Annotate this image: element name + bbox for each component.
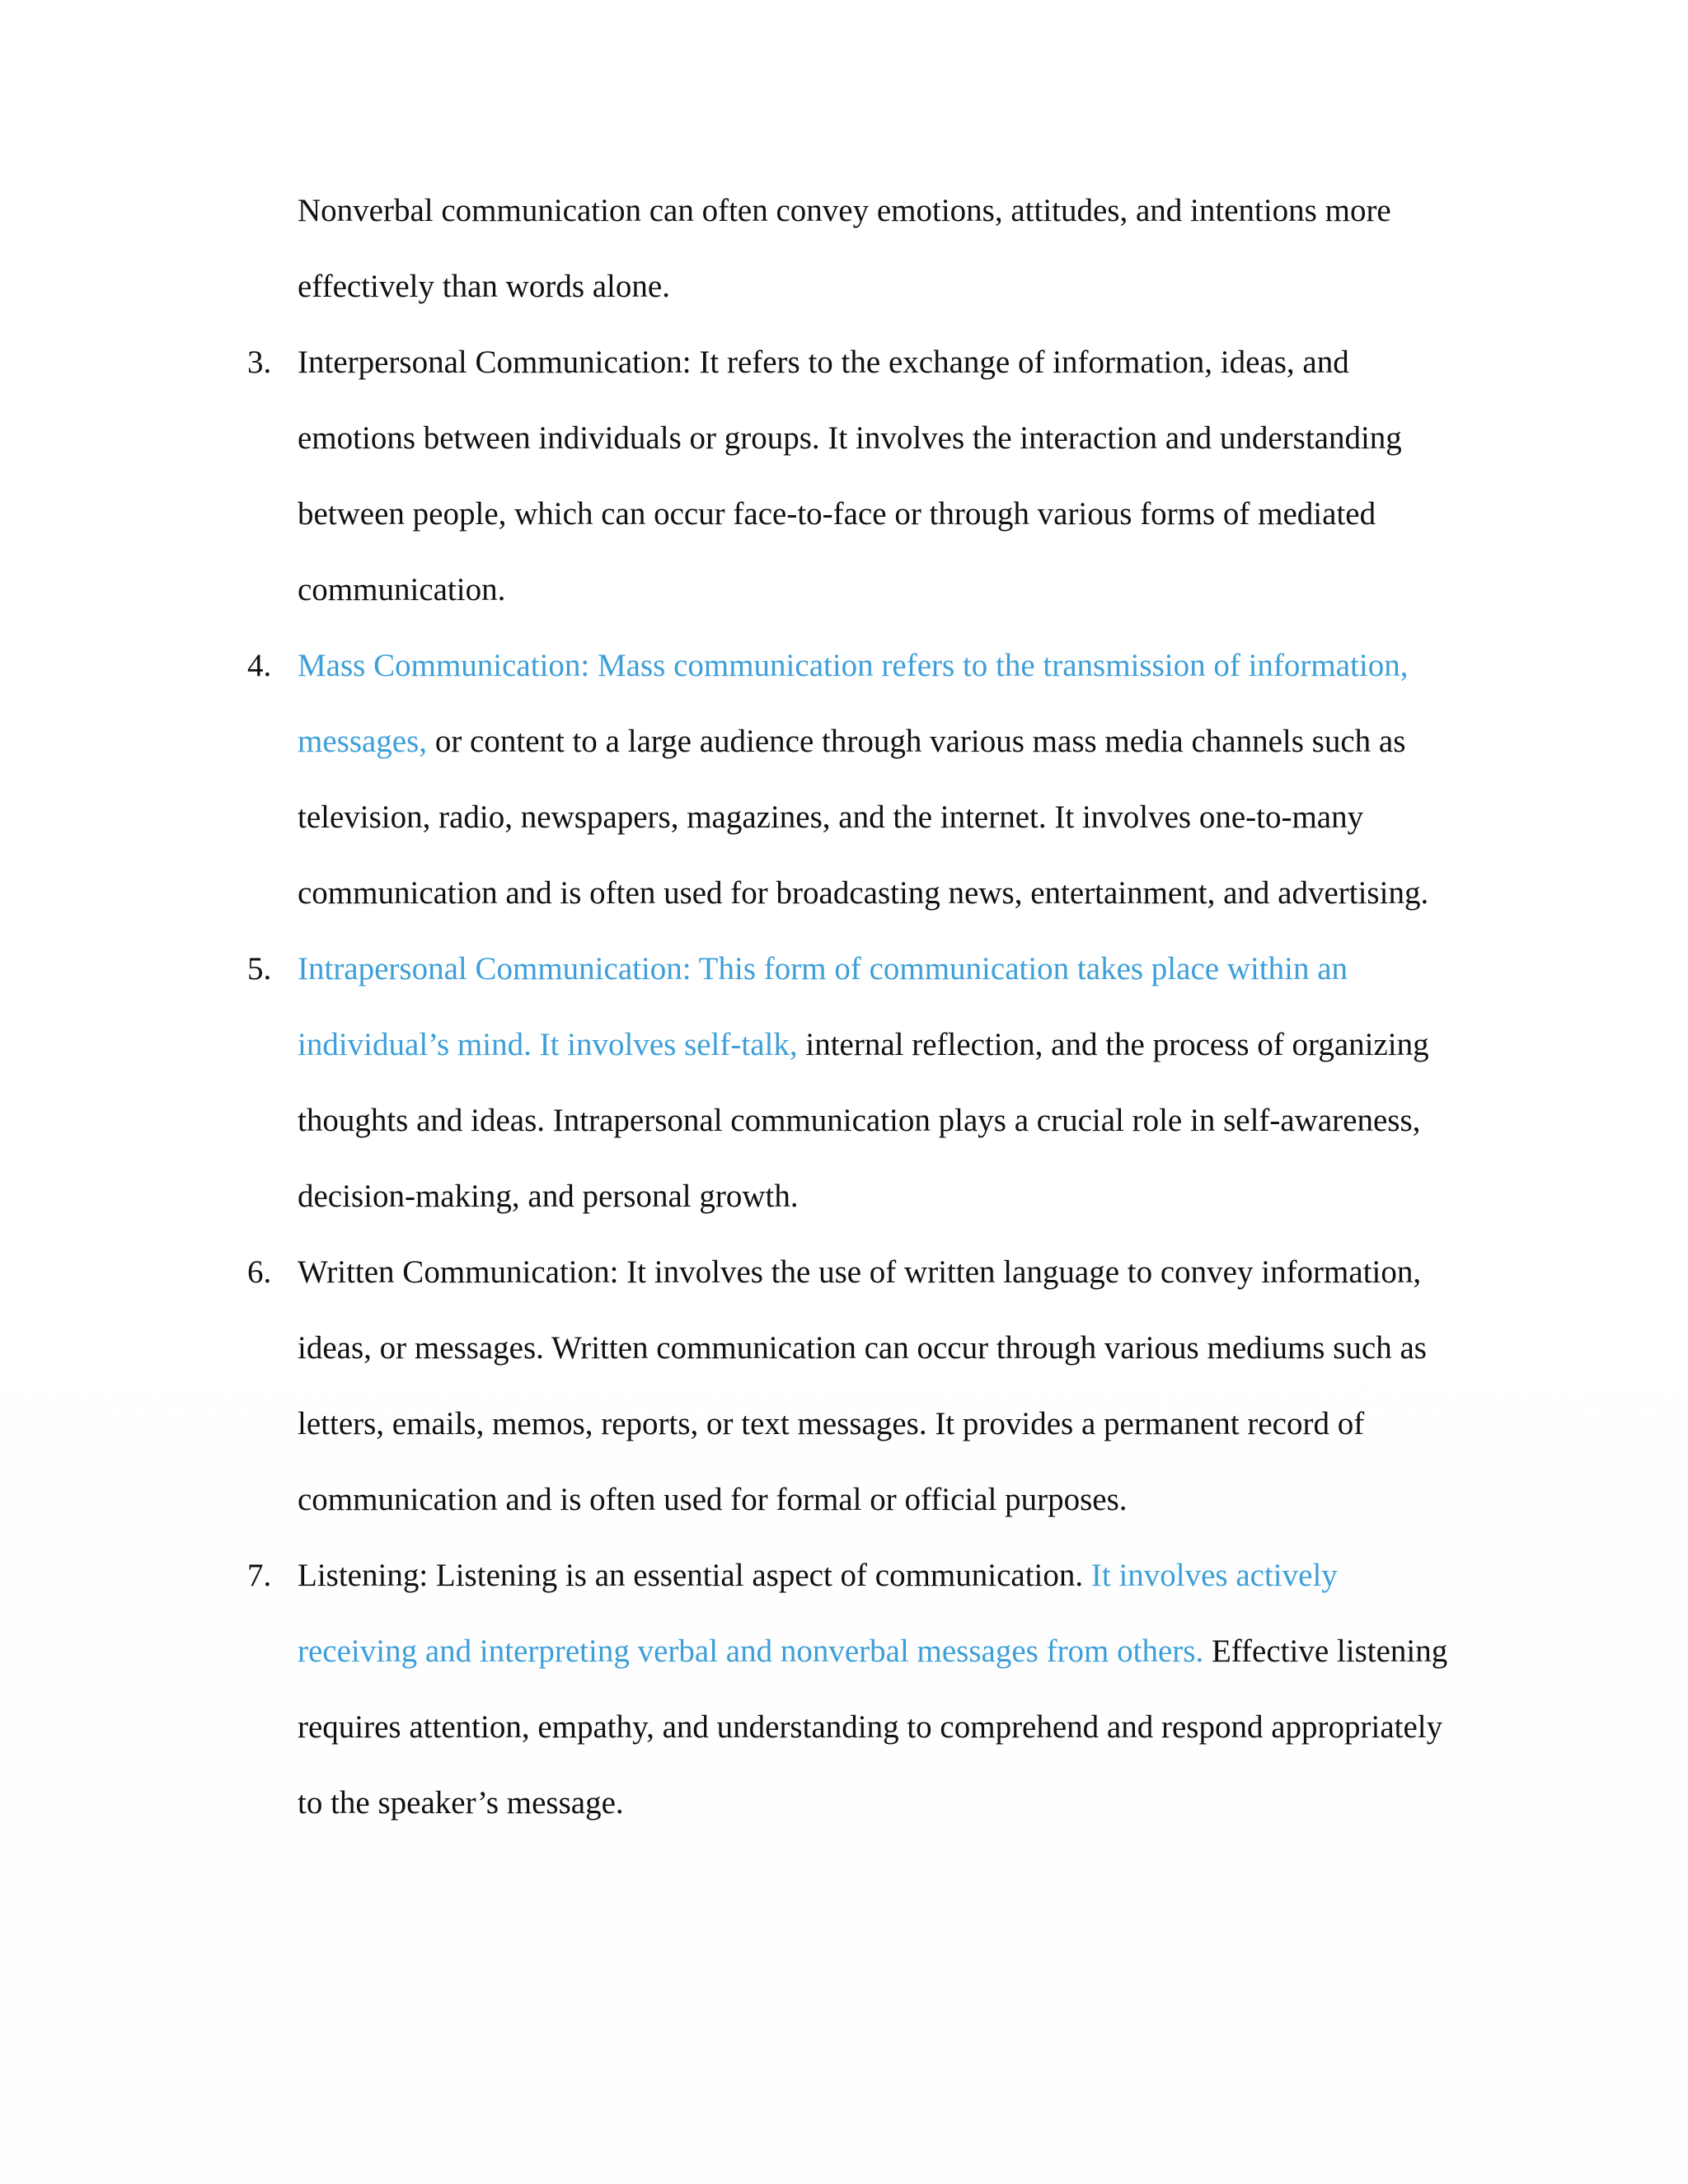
highlighted-text: It involves actively — [1090, 1558, 1338, 1593]
list-item-line — [298, 1551, 1338, 1601]
highlighted-text: messages, — [298, 724, 428, 759]
list-item-line — [298, 1020, 1429, 1070]
continuation-line: Nonverbal communication can often convey emotions, attitudes, and intentions more — [298, 193, 1391, 228]
highlighted-text: Mass Communication: Mass communication refers to the transmission of information, — [298, 648, 1409, 683]
line-text: to the speaker’s message. — [298, 1785, 624, 1821]
list-number: 5. — [247, 951, 272, 987]
list-number: 4. — [247, 648, 272, 683]
line-text: communication and is often used for broadcasting news, entertainment, and advertising. — [298, 875, 1429, 911]
list-item-line — [298, 1475, 1128, 1525]
list-item-line — [298, 1172, 799, 1221]
list-item-line — [298, 1703, 1442, 1752]
list-item-line — [298, 717, 1405, 766]
list-item-line — [298, 1627, 1447, 1676]
highlighted-text: Intrapersonal Communication: This form of communication takes place within an — [298, 951, 1348, 987]
continuation-line: effectively than words alone. — [298, 269, 670, 304]
list-item-line — [298, 338, 1349, 387]
line-text: letters, emails, memos, reports, or text messages. It provides a permanent record of — [298, 1406, 1365, 1441]
list-number: 7. — [247, 1558, 272, 1593]
list-item-line — [298, 1779, 624, 1828]
list-item-line — [298, 869, 1428, 918]
list-item-line — [298, 414, 1402, 463]
line-text: communication and is often used for formal or official purposes. — [298, 1482, 1128, 1517]
list-item-line — [298, 1324, 1427, 1373]
line-text: Interpersonal Communication: It refers to the exchange of information, ideas, and — [298, 344, 1349, 380]
list-item-line — [298, 565, 505, 615]
list-item-line — [298, 641, 1408, 691]
list-item-line — [298, 1096, 1420, 1146]
list-number: 6. — [247, 1254, 272, 1290]
line-text: Effective listening — [1203, 1633, 1448, 1669]
line-text: emotions between individuals or groups. It involves the interaction and understanding — [298, 420, 1402, 456]
highlighted-text: receiving and interpreting verbal and nonverbal messages from others. — [298, 1633, 1204, 1669]
list-item-line — [298, 490, 1376, 539]
line-text: or content to a large audience through various mass media channels such as — [427, 724, 1406, 759]
line-text: Written Communication: It involves the use of written language to convey information, — [298, 1254, 1422, 1290]
list-item-line — [298, 1248, 1421, 1297]
list-number: 3. — [247, 344, 272, 380]
line-text: internal reflection, and the process of organizing — [797, 1027, 1429, 1062]
line-text: ideas, or messages. Written communication can occur through various mediums such as — [298, 1330, 1427, 1366]
highlighted-text: individual’s mind. It involves self-talk, — [298, 1027, 798, 1062]
line-text: communication. — [298, 572, 506, 607]
line-text: thoughts and ideas. Intrapersonal communication plays a crucial role in self-awareness, — [298, 1103, 1421, 1138]
list-item-line — [298, 793, 1363, 842]
line-text: decision-making, and personal growth. — [298, 1179, 799, 1214]
line-text: between people, which can occur face-to-face or through various forms of mediated — [298, 496, 1376, 532]
line-text: Listening: Listening is an essential aspect of communication. — [298, 1558, 1091, 1593]
list-item-line — [298, 944, 1348, 994]
line-text: requires attention, empathy, and understanding to comprehend and respond appropriately — [298, 1709, 1443, 1745]
line-text: television, radio, newspapers, magazines, and the internet. It involves one-to-many — [298, 799, 1364, 835]
list-item-line — [298, 1399, 1364, 1449]
